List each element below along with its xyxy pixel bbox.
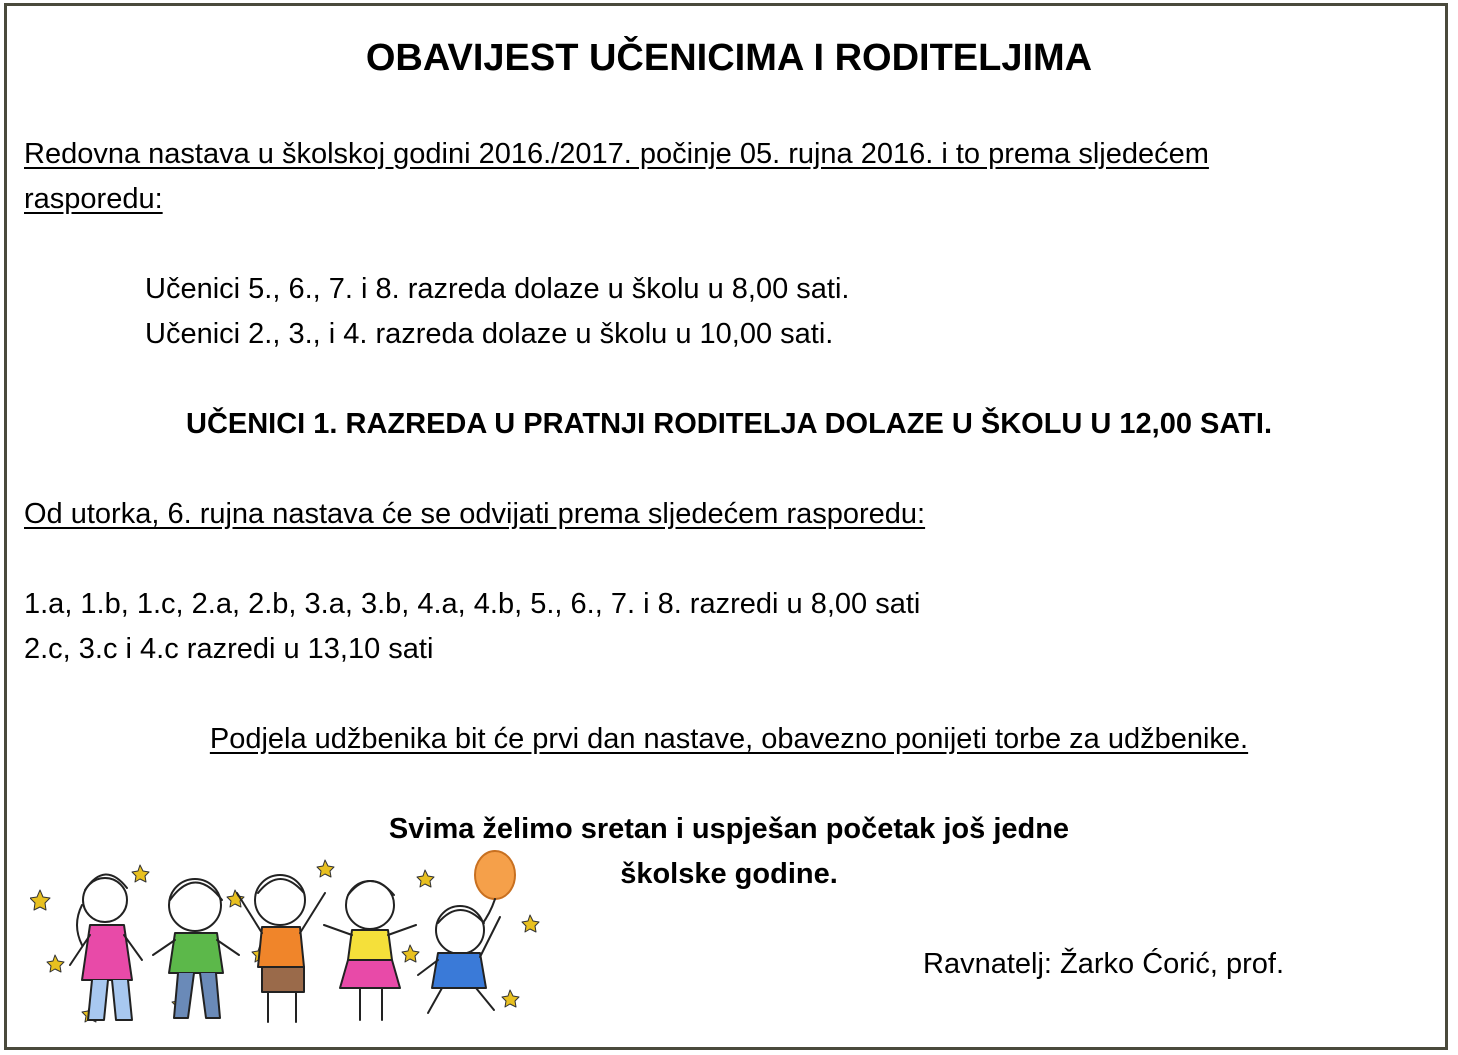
first-grade-notice: UČENICI 1. RAZREDA U PRATNJI RODITELJA DOLAZE U ŠKOLU U 12,00 SATI. <box>186 408 1272 440</box>
from-tuesday-heading: Od utorka, 6. rujna nastava će se odvijati prema sljedećem rasporedu: <box>24 498 926 530</box>
textbooks-notice: Podjela udžbenika bit će prvi dan nastave, obavezno ponijeti torbe za udžbenike. <box>209 723 1249 755</box>
schedule-first-day-item: Učenici 2., 3., i 4. razreda dolaze u školu u 10,00 sati. <box>145 318 834 350</box>
child-figure <box>418 906 500 1013</box>
child-figure <box>237 875 325 1022</box>
child-figure <box>324 881 416 1020</box>
signature: Ravnatelj: Žarko Ćorić, prof. <box>923 948 1285 980</box>
child-figure <box>153 879 239 1018</box>
child-figure <box>70 874 142 1020</box>
intro-line-1: Redovna nastava u školskoj godini 2016./2017. počinje 05. rujna 2016. i to prema sljedećem <box>24 138 1209 170</box>
intro-line-2: rasporedu: <box>24 183 163 215</box>
children-playing-illustration <box>30 845 550 1025</box>
schedule-regular-item: 1.a, 1.b, 1.c, 2.a, 2.b, 3.a, 3.b, 4.a, 4.b, 5., 6., 7. i 8. razredi u 8,00 sati <box>24 588 921 620</box>
notice-title: OBAVIJEST UČENICIMA I RODITELJIMA <box>365 37 1093 79</box>
wish-line-2: školske godine. <box>620 858 838 890</box>
wish-line-1: Svima želimo sretan i uspješan početak još jedne <box>388 813 1070 845</box>
schedule-first-day-item: Učenici 5., 6., 7. i 8. razreda dolaze u školu u 8,00 sati. <box>145 273 850 305</box>
schedule-regular-item: 2.c, 3.c i 4.c razredi u 13,10 sati <box>24 633 434 665</box>
